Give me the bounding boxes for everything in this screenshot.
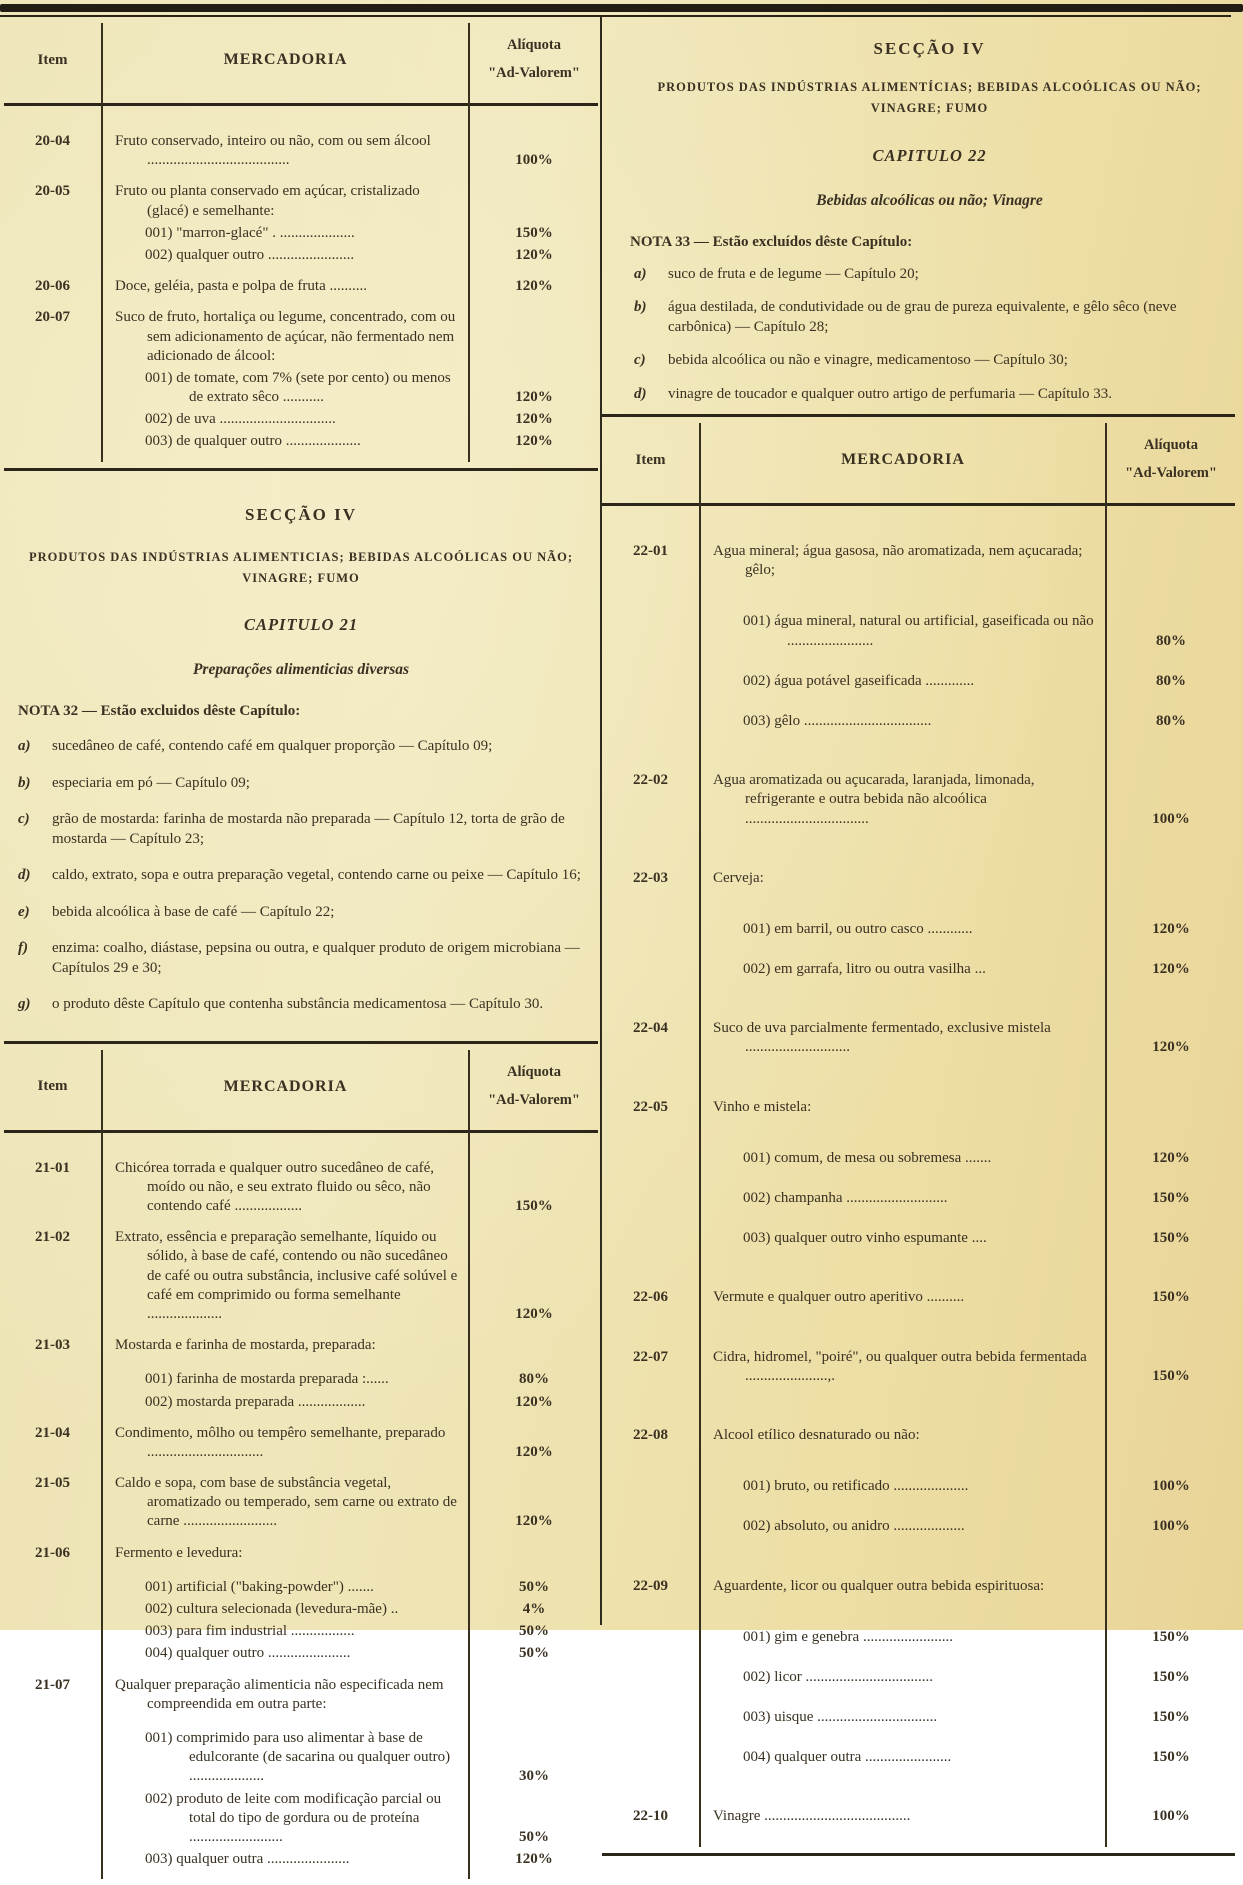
aliquota-value: 120% <box>515 1851 553 1868</box>
nota-item-text: sucedâneo de café, contendo café em qualquer proporção — Capítulo 09; <box>52 738 493 755</box>
table-row <box>602 1517 1235 1536</box>
mercadoria-text: 001) de tomate, com 7% (sete por cento) ou menos de extrato sêco ........... <box>145 369 451 406</box>
mercadoria-text: 004) qualquer outra ....................... <box>743 1749 952 1766</box>
table-row <box>602 1098 1235 1117</box>
aliquota-value: 150% <box>515 1198 553 1214</box>
mercadoria-text: Qualquer preparação alimenticia não especificada nem compreendida em outra parte: <box>115 1676 444 1712</box>
table-row <box>602 920 1235 939</box>
page-top-rule <box>0 0 1243 17</box>
mercadoria-text: 003) uisque ................................ <box>743 1709 938 1726</box>
item-code: 22-03 <box>633 869 668 886</box>
nota-items <box>630 265 1229 405</box>
item-code: 22-08 <box>633 1426 668 1443</box>
mercadoria-text: 001) "marron-glacé" . .................... <box>145 224 355 241</box>
mercadoria-text: 002) produto de leite com modificação parcial ou total do tipo de gordura ou de proteína ......................... <box>145 1790 442 1845</box>
table-row <box>602 1628 1235 1647</box>
table-row <box>4 432 598 451</box>
item-code: 21-07 <box>35 1676 70 1693</box>
table-row <box>602 1708 1235 1727</box>
nota-item-text: grão de mostarda: farinha de mostarda não preparada — Capítulo 12, torta de grão de mostarda — Capítulo 23; <box>52 811 565 847</box>
table-row <box>4 1159 598 1217</box>
secao-subtitle-line2: VINAGRE; FUMO <box>870 101 989 116</box>
mercadoria-text: 001) em barril, ou outro casco ............ <box>743 920 973 937</box>
column-separator <box>101 23 103 462</box>
table-chapter21 <box>4 1041 598 1885</box>
mercadoria-text: 001) comprimido para uso alimentar à base de edulcorante (de sacarina ou qualquer outro) .................... <box>145 1729 451 1785</box>
capitulo-title: Bebidas alcoólicas ou não; Vinagre <box>816 191 1043 209</box>
item-code: 22-07 <box>633 1348 668 1365</box>
nota-item-text: o produto dêste Capítulo que contenha substância medicamentosa — Capítulo 30. <box>52 996 544 1013</box>
table-row <box>4 369 598 407</box>
table-row <box>602 1807 1235 1826</box>
mercadoria-text: 001) gim e genebra ........................ <box>743 1628 953 1645</box>
mercadoria-text: Cerveja: <box>713 869 764 886</box>
table-row <box>4 224 598 243</box>
table-row <box>602 1426 1235 1445</box>
mercadoria-text: 002) licor .................................. <box>743 1668 933 1685</box>
aliquota-value: 150% <box>1152 1367 1190 1384</box>
table-rows <box>4 1133 598 1885</box>
nota-item-label: d) <box>18 867 31 884</box>
mercadoria-text: 004) qualquer outro ...................... <box>145 1645 351 1662</box>
column-separator <box>699 423 701 1847</box>
capitulo-title: Preparações alimenticias diversas <box>192 661 410 679</box>
nota-item-text: vinagre de toucador e qualquer outro artigo de perfumaria — Capítulo 33. <box>668 385 1113 402</box>
aliquota-value: 150% <box>1152 1230 1190 1247</box>
header-mercadoria: MERCADORIA <box>223 51 348 68</box>
table-row <box>602 612 1235 650</box>
aliquota-value: 50% <box>519 1645 549 1662</box>
secao-subtitle <box>630 77 1229 120</box>
secao-heading: SECÇÃO IV <box>245 504 357 524</box>
nota-item-label: c) <box>18 811 30 828</box>
mercadoria-text: 002) cultura selecionada (levedura-mãe) .. <box>145 1601 399 1617</box>
capitulo-heading: CAPITULO 22 <box>872 145 987 165</box>
aliquota-value: 120% <box>1152 1149 1190 1166</box>
secao-subtitle-line1: PRODUTOS DAS INDÚSTRIAS ALIMENTICIAS; BEBIDAS ALCOÓLICAS OU NÃO; <box>28 549 574 564</box>
table-row <box>602 1149 1235 1168</box>
aliquota-value: 4% <box>522 1601 546 1617</box>
two-column-layout <box>0 17 1243 1868</box>
table-row <box>4 1676 598 1714</box>
aliquota-value: 120% <box>515 433 553 450</box>
mercadoria-text: 003) para fim industrial ................. <box>145 1623 355 1640</box>
aliquota-value: 120% <box>515 1513 553 1530</box>
item-code: 20-07 <box>35 309 70 326</box>
nota-item <box>14 810 588 849</box>
nota-item <box>14 939 588 978</box>
table-row <box>4 132 598 170</box>
table-row <box>602 1019 1235 1057</box>
nota-item <box>630 298 1229 337</box>
nota-item-text: água destilada, de condutividade ou de grau de pureza equivalente, e gêlo sêco (neve carbônica) — Capítulo 28; <box>668 299 1177 335</box>
aliquota-value: 100% <box>1152 810 1190 827</box>
mercadoria-text: 002) qualquer outro ....................... <box>145 246 355 263</box>
table-row <box>4 1424 598 1462</box>
table-row <box>602 960 1235 979</box>
mercadoria-text: 001) farinha de mostarda preparada :...... <box>145 1371 389 1388</box>
nota-item <box>630 385 1229 405</box>
nota-item <box>14 903 588 923</box>
heavy-rule <box>0 4 1243 12</box>
column-separator <box>101 1050 103 1880</box>
aliquota-value: 100% <box>515 152 553 169</box>
aliquota-value: 120% <box>515 1393 553 1410</box>
mercadoria-text: 002) de uva ............................... <box>145 411 336 428</box>
table-header <box>602 417 1235 506</box>
header-aliquota-line1: Alíquota <box>1144 437 1198 454</box>
aliquota-value: 80% <box>1156 632 1186 649</box>
item-code: 21-05 <box>35 1475 70 1492</box>
nota-item <box>630 351 1229 371</box>
table-row <box>4 182 598 220</box>
nota-item-text: bebida alcoólica à base de café — Capítulo 22; <box>52 903 335 920</box>
table-row <box>4 1622 598 1641</box>
aliquota-value: 150% <box>1152 1668 1190 1685</box>
aliquota-value: 30% <box>519 1768 549 1785</box>
mercadoria-text: Aguardente, licor ou qualquer outra bebida espirituosa: <box>713 1577 1045 1594</box>
item-code: 21-06 <box>35 1544 70 1561</box>
aliquota-value: 80% <box>519 1371 549 1388</box>
table-row <box>4 1644 598 1663</box>
table-row <box>4 1336 598 1355</box>
mercadoria-text: Extrato, essência e preparação semelhante, líquido ou sólido, à base de café, contendo ou não sucedâneo de café ou outra substância, inclusive café solúvel e café em comprimido ou forma semelhante .................... <box>115 1229 458 1322</box>
item-code: 22-10 <box>633 1808 668 1825</box>
table-row <box>602 1668 1235 1687</box>
table-row <box>4 277 598 296</box>
secao-heading: SECÇÃO IV <box>873 39 986 58</box>
header-aliquota <box>470 1059 598 1114</box>
table-row <box>4 1228 598 1324</box>
header-aliquota-line2: "Ad-Valorem" <box>1125 465 1217 481</box>
aliquota-value: 120% <box>515 1443 553 1460</box>
item-code: 22-06 <box>633 1289 668 1306</box>
aliquota-value: 80% <box>1156 672 1186 689</box>
mercadoria-text: 003) gêlo .................................. <box>743 712 932 729</box>
aliquota-value: 80% <box>1156 712 1186 729</box>
mercadoria-text: Suco de uva parcialmente fermentado, exclusive mistela ............................ <box>713 1020 1051 1056</box>
header-mercadoria: MERCADORIA <box>841 451 965 468</box>
header-aliquota <box>1107 432 1235 487</box>
nota-item <box>14 866 588 886</box>
table-row <box>602 1189 1235 1208</box>
aliquota-value: 120% <box>515 1305 553 1322</box>
nota-item-label: a) <box>18 738 31 755</box>
table-row <box>602 672 1235 691</box>
nota-item-text: bebida alcoólica ou não e vinagre, medicamentoso — Capítulo 30; <box>668 352 1068 368</box>
mercadoria-text: Agua mineral; água gasosa, não aromatizada, nem açucarada; gêlo; <box>713 543 1083 579</box>
nota-item-label: b) <box>634 299 647 315</box>
aliquota-value: 150% <box>1152 1749 1190 1766</box>
item-code: 20-04 <box>35 133 70 149</box>
mercadoria-text: 002) champanha ........................... <box>743 1190 948 1206</box>
mercadoria-text: Fruto conservado, inteiro ou não, com ou sem álcool ...................................... <box>115 133 431 169</box>
item-code: 22-01 <box>633 543 668 559</box>
table-row <box>4 410 598 429</box>
secao-subtitle <box>14 547 588 590</box>
nota-item-label: a) <box>634 265 647 282</box>
mercadoria-text: 001) bruto, ou retificado .................... <box>743 1478 969 1495</box>
mercadoria-text: Chicórea torrada e qualquer outro sucedâneo de café, moído ou não, e seu extrato fluido ou sêco, não contendo café .................. <box>115 1159 435 1214</box>
table-rows <box>602 506 1235 1853</box>
mercadoria-text: 003) de qualquer outro .................... <box>145 433 361 450</box>
column-separator <box>468 1050 470 1880</box>
item-code: 22-05 <box>633 1098 668 1115</box>
aliquota-value: 150% <box>1152 1709 1190 1726</box>
nota-item-text: caldo, extrato, sopa e outra preparação vegetal, contendo carne ou peixe — Capítulo 16; <box>52 867 581 884</box>
nota-item <box>14 774 588 794</box>
aliquota-value: 50% <box>519 1828 549 1845</box>
nota-item-label: c) <box>634 352 646 368</box>
header-item: Item <box>635 451 666 468</box>
item-code: 21-04 <box>35 1424 70 1441</box>
table-row <box>602 1577 1235 1596</box>
secao-subtitle-line1: PRODUTOS DAS INDÚSTRIAS ALIMENTÍCIAS; BEBIDAS ALCOÓLICAS OU NÃO; <box>657 80 1202 94</box>
mercadoria-text: Suco de fruto, hortaliça ou legume, concentrado, com ou sem adicionamento de açúcar, não fermentado nem adicionado de álcool: <box>115 309 456 364</box>
mercadoria-text: Doce, geléia, pasta e polpa de fruta .......... <box>115 278 367 295</box>
table-row <box>4 1790 598 1848</box>
header-aliquota-line2: "Ad-Valorem" <box>488 65 580 81</box>
item-code: 22-04 <box>633 1020 668 1037</box>
table-header <box>4 1044 598 1133</box>
aliquota-value: 120% <box>515 411 553 428</box>
mercadoria-text: Alcool etílico desnaturado ou não: <box>713 1426 920 1443</box>
mercadoria-text: Mostarda e farinha de mostarda, preparada: <box>115 1337 376 1354</box>
item-code: 21-03 <box>35 1337 70 1354</box>
item-code: 21-02 <box>35 1229 70 1246</box>
nota-item-label: f) <box>18 940 28 957</box>
table-row <box>4 1729 598 1787</box>
aliquota-value: 150% <box>1152 1190 1190 1206</box>
table-row <box>602 542 1235 580</box>
table-row <box>602 1477 1235 1496</box>
nota-heading: NOTA 33 — Estão excluídos dêste Capítulo: <box>630 233 913 250</box>
mercadoria-text: Caldo e sopa, com base de substância vegetal, aromatizado ou temperado, sem carne ou extrato de carne ......................... <box>115 1475 457 1530</box>
item-code: 21-01 <box>35 1159 70 1176</box>
nota-item <box>14 995 588 1015</box>
mercadoria-text: Vinho e mistela: <box>713 1098 812 1115</box>
left-column <box>0 17 600 1868</box>
aliquota-value: 120% <box>515 278 553 295</box>
aliquota-value: 50% <box>519 1578 549 1595</box>
mercadoria-text: Vinagre ....................................... <box>713 1808 911 1825</box>
aliquota-value: 120% <box>1152 920 1190 937</box>
table-chapter22 <box>602 414 1235 1856</box>
mercadoria-text: Cidra, hidromel, "poiré", ou qualquer outra bebida fermentada ......................,. <box>713 1348 1087 1384</box>
aliquota-value: 120% <box>515 389 553 406</box>
nota-item-text: enzima: coalho, diástase, pepsina ou outra, e qualquer produto de origem microbiana — Capítulos 29 e 30; <box>52 940 580 976</box>
table-header <box>4 17 598 106</box>
right-column <box>600 17 1243 1825</box>
column-separator <box>468 23 470 462</box>
nota-item <box>630 265 1229 285</box>
aliquota-value: 120% <box>515 246 553 263</box>
nota-items <box>14 737 588 1015</box>
mercadoria-text: 001) comum, de mesa ou sobremesa ....... <box>743 1149 992 1166</box>
table-chapter20 <box>4 17 598 471</box>
table-row <box>4 1370 598 1389</box>
item-code: 22-02 <box>633 772 668 789</box>
table-row <box>4 1578 598 1597</box>
table-row <box>4 1474 598 1532</box>
mercadoria-text: Fermento e levedura: <box>115 1544 243 1561</box>
mercadoria-text: Fruto ou planta conservado em açúcar, cristalizado (glacé) e semelhante: <box>115 183 420 219</box>
nota-item <box>14 737 588 757</box>
table-rows <box>4 106 598 468</box>
header-aliquota-line1: Alíquota <box>507 37 561 54</box>
capitulo-heading: CAPITULO 21 <box>243 615 359 635</box>
table-row <box>4 246 598 265</box>
mercadoria-text: 002) em garrafa, litro ou outra vasilha ... <box>743 961 986 978</box>
table-row <box>602 1348 1235 1386</box>
aliquota-value: 150% <box>1152 1628 1190 1645</box>
table-row <box>602 1288 1235 1307</box>
header-mercadoria: MERCADORIA <box>223 1077 348 1095</box>
mercadoria-text: 002) absoluto, ou anidro ................... <box>743 1518 965 1535</box>
table-row <box>602 1748 1235 1767</box>
mercadoria-text: 002) água potável gaseificada ............. <box>743 672 975 689</box>
mercadoria-text: Condimento, môlho ou tempêro semelhante, preparado ............................... <box>115 1424 446 1460</box>
aliquota-value: 150% <box>1152 1289 1190 1306</box>
aliquota-value: 120% <box>1152 961 1190 978</box>
nota-item-label: e) <box>18 903 30 920</box>
table-row <box>4 1544 598 1563</box>
header-aliquota-line1: Alíquota <box>507 1064 561 1081</box>
mercadoria-text: 003) qualquer outro vinho espumante .... <box>743 1230 987 1247</box>
nota-heading: NOTA 32 — Estão excluidos dêste Capítulo: <box>18 703 301 720</box>
header-aliquota <box>470 32 598 87</box>
item-code: 20-06 <box>35 278 70 295</box>
section-capitulo22 <box>602 17 1235 414</box>
mercadoria-text: 001) água mineral, natural ou artificial, gaseificada ou não ....................... <box>743 613 1094 649</box>
table-row <box>602 712 1235 731</box>
aliquota-value: 150% <box>515 224 553 241</box>
header-aliquota-line2: "Ad-Valorem" <box>488 1091 580 1108</box>
mercadoria-text: 001) artificial ("baking-powder") ....... <box>145 1578 374 1595</box>
nota-item-text: suco de fruta e de legume — Capítulo 20; <box>668 265 919 282</box>
nota-item-label: g) <box>18 996 31 1013</box>
secao-subtitle-line2: VINAGRE; FUMO <box>242 570 360 585</box>
table-row <box>4 1850 598 1869</box>
aliquota-value: 50% <box>519 1623 549 1640</box>
aliquota-value: 100% <box>1152 1478 1190 1495</box>
aliquota-value: 100% <box>1152 1518 1190 1535</box>
table-row <box>602 771 1235 829</box>
mercadoria-text: 003) qualquer outra ...................... <box>145 1851 350 1868</box>
item-code: 22-09 <box>633 1577 668 1594</box>
table-row <box>4 1393 598 1412</box>
header-item: Item <box>37 1078 68 1095</box>
header-item: Item <box>37 51 68 68</box>
aliquota-value: 120% <box>1152 1039 1190 1056</box>
table-row <box>4 1600 598 1619</box>
nota-item-text: especiaria em pó — Capítulo 09; <box>52 774 250 791</box>
nota-item-label: d) <box>634 385 647 402</box>
column-separator <box>1105 423 1107 1847</box>
mercadoria-text: 002) mostarda preparada .................. <box>145 1393 366 1410</box>
aliquota-value: 100% <box>1152 1808 1190 1825</box>
mercadoria-text: Vermute e qualquer outro aperitivo .......... <box>713 1289 965 1306</box>
nota-item-label: b) <box>18 774 31 791</box>
section-capitulo21 <box>4 471 598 1041</box>
table-row <box>4 308 598 366</box>
table-row <box>602 869 1235 888</box>
table-row <box>602 1229 1235 1248</box>
item-code: 20-05 <box>35 183 70 200</box>
mercadoria-text: Agua aromatizada ou açucarada, laranjada, limonada, refrigerante e outra bebida não alcoólica ................................. <box>713 772 1035 827</box>
